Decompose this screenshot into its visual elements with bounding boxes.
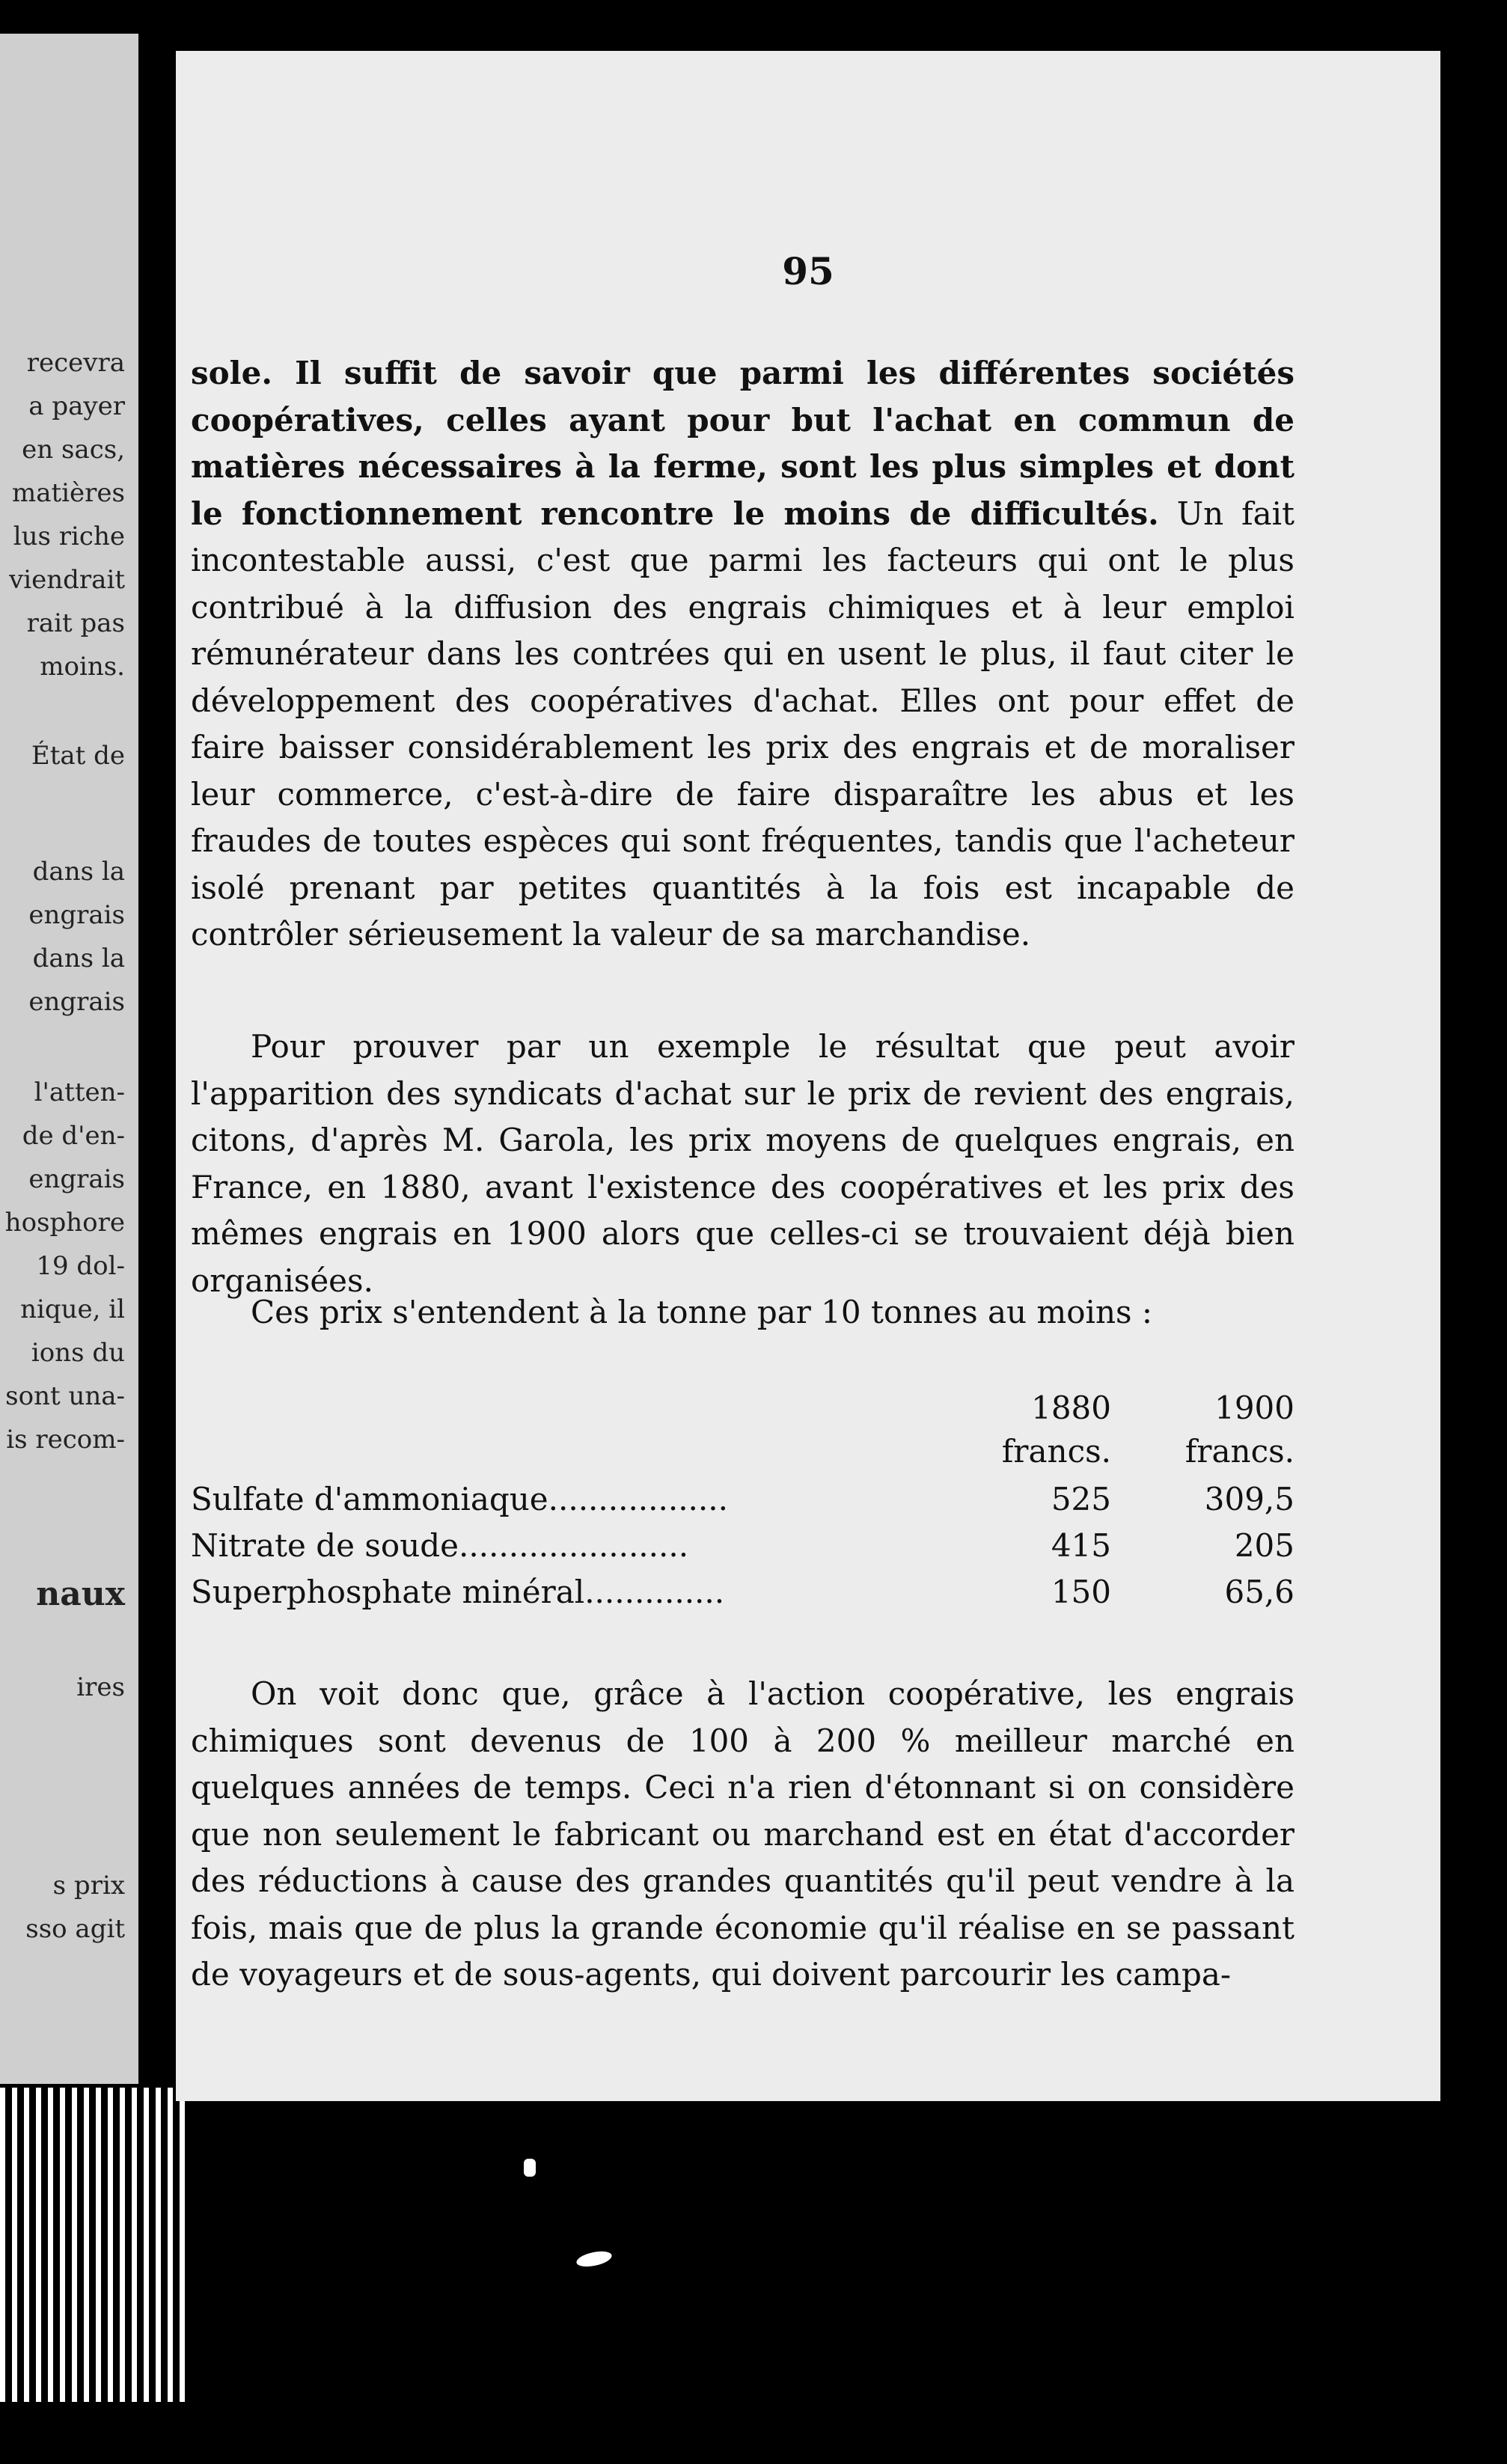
fragment-line: hosphore bbox=[4, 1208, 125, 1238]
fragment-line: ires bbox=[76, 1672, 125, 1702]
table-header bbox=[191, 1387, 1294, 1476]
book-page bbox=[176, 51, 1440, 2101]
binding-gutter bbox=[0, 2088, 187, 2402]
price-1900: 309,5 bbox=[1204, 1481, 1294, 1517]
table-row bbox=[191, 1569, 1294, 1615]
year-label: 1880 bbox=[1031, 1390, 1111, 1426]
fragment-line: recevra bbox=[26, 348, 125, 378]
unit-label: francs. bbox=[1184, 1433, 1294, 1470]
paragraph-2: Pour prouver par un exemple le résultat que peut avoir l'apparition des syndicats d'achat sur le prix de revient des engrais, citons, d'après M. Garola, les prix moyens de quelques engrais, en France, en 1880, avant l'existence des coopératives et les prix des mêmes engrais en 1900 alors que celles-ci se trouvaient déjà bien organisées. bbox=[191, 1028, 1294, 1299]
fragment-line: dans la bbox=[32, 857, 125, 887]
fragment-line: sso agit bbox=[25, 1914, 125, 1944]
facing-page-fragment bbox=[0, 34, 138, 2084]
price-1880: 150 bbox=[1051, 1574, 1111, 1610]
fragment-line: a payer bbox=[28, 391, 125, 421]
fragment-line: engrais bbox=[28, 900, 125, 930]
paragraph-3: Ces prix s'entendent à la tonne par 10 tonnes au moins : bbox=[251, 1294, 1153, 1330]
fragment-line: 19 dol- bbox=[36, 1251, 125, 1281]
page-number: 95 bbox=[782, 249, 834, 293]
fragment-line: ions du bbox=[31, 1338, 125, 1368]
column-header-1880 bbox=[939, 1387, 1111, 1473]
fragment-line: rait pas bbox=[26, 608, 125, 638]
price-1880: 415 bbox=[1051, 1527, 1111, 1564]
fragment-line: État de bbox=[31, 741, 125, 771]
price-1900: 65,6 bbox=[1224, 1574, 1294, 1610]
fragment-heading: naux bbox=[36, 1575, 125, 1613]
scan-speck bbox=[524, 2159, 536, 2177]
row-label: Nitrate de soude....................... bbox=[191, 1527, 689, 1564]
fragment-line: engrais bbox=[28, 1164, 125, 1194]
price-1880: 525 bbox=[1051, 1481, 1111, 1517]
fragment-line: dans la bbox=[32, 944, 125, 973]
table-row bbox=[191, 1476, 1294, 1523]
fragment-line: nique, il bbox=[20, 1294, 125, 1324]
fragment-line: sont una- bbox=[5, 1381, 125, 1411]
price-table bbox=[191, 1387, 1294, 1615]
price-1900: 205 bbox=[1234, 1527, 1294, 1564]
paragraph-1 bbox=[191, 350, 1294, 959]
fragment-line: moins. bbox=[40, 652, 125, 682]
row-label: Superphosphate minéral.............. bbox=[191, 1574, 725, 1610]
fragment-line: de d'en- bbox=[22, 1121, 125, 1151]
column-header-1900 bbox=[1122, 1387, 1294, 1473]
fragment-line: lus riche bbox=[13, 522, 125, 551]
fragment-line: matières bbox=[12, 478, 125, 508]
intro-sentence: sole. Il suffit de savoir que parmi les différentes sociétés coopératives, celles ayant pour but l'achat en commun de matières nécessaires à la ferme, sont les plus simples et dont le fonctionnement rencontre le moins de difficultés. bbox=[191, 355, 1294, 532]
paragraph-4: On voit donc que, grâce à l'action coopérative, les engrais chimiques sont devenus de 100 à 200 % meilleur marché en quelques années de temps. Ceci n'a rien d'étonnant si on considère que non seulement le fabricant ou marchand est en état d'accorder des réductions à cause des grandes quantités qu'il peut vendre à la fois, mais que de plus la grande économie qu'il réalise en se passant de voyageurs et de sous-agents, qui doivent parcourir les campa- bbox=[191, 1675, 1294, 1993]
fragment-line: l'atten- bbox=[34, 1077, 125, 1107]
unit-label: francs. bbox=[1001, 1433, 1111, 1470]
scan-speck bbox=[575, 2249, 614, 2269]
fragment-line: s prix bbox=[52, 1871, 125, 1901]
table-row bbox=[191, 1523, 1294, 1569]
year-label: 1900 bbox=[1214, 1390, 1294, 1426]
fragment-line: en sacs, bbox=[22, 435, 125, 465]
paragraph-1-body: Un fait incontestable aussi, c'est que parmi les facteurs qui ont le plus contribué à la diffusion des engrais chimiques et à leur emploi rémunérateur dans les contrées qui en usent le plus, il faut citer le développement des coopératives d'achat. Elles ont pour effet de faire baisser considérablement les prix des engrais et de moraliser leur commerce, c'est-à-dire de faire disparaître les abus et les fraudes de toutes espèces qui sont fréquentes, tandis que l'acheteur isolé prenant par petites quantités à la fois est incapable de contrôler sérieusement la valeur de sa marchandise. bbox=[191, 495, 1294, 953]
fragment-line: is recom- bbox=[6, 1425, 125, 1455]
fragment-line: viendrait bbox=[9, 565, 125, 595]
row-label: Sulfate d'ammoniaque.................. bbox=[191, 1481, 728, 1517]
fragment-line: engrais bbox=[28, 987, 125, 1017]
